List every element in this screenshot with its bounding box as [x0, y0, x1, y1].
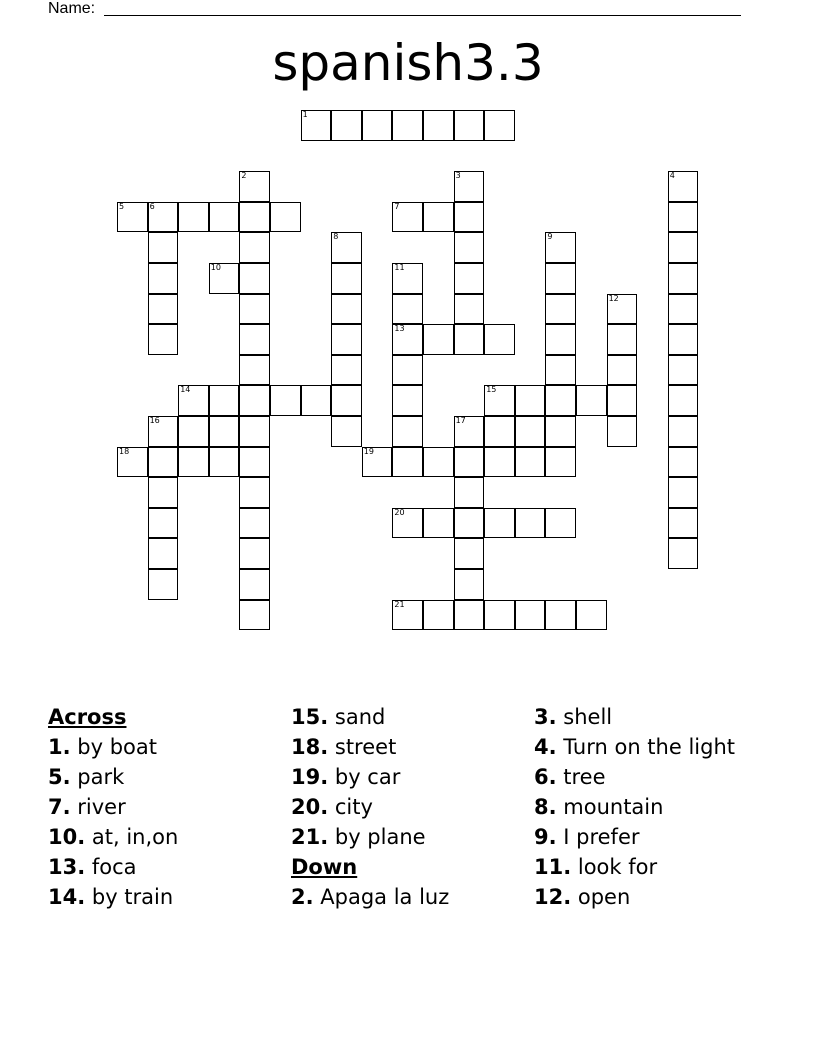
across-heading: Across — [48, 705, 127, 729]
crossword-cell[interactable] — [392, 385, 423, 416]
crossword-cell[interactable] — [209, 385, 240, 416]
down-clue — [534, 882, 735, 912]
clue-number: 14 — [180, 385, 191, 395]
crossword-cell[interactable] — [454, 447, 485, 478]
crossword-cell[interactable] — [392, 355, 423, 386]
clue-number: 2. — [291, 885, 314, 909]
down-clue — [534, 822, 735, 852]
crossword-cell[interactable] — [454, 324, 485, 355]
crossword-cell[interactable] — [148, 508, 179, 539]
crossword-cell[interactable] — [392, 294, 423, 325]
crossword-cell[interactable] — [331, 385, 362, 416]
clue-number: 21. — [291, 825, 329, 849]
crossword-cell[interactable] — [239, 447, 270, 478]
crossword-cell[interactable] — [239, 294, 270, 325]
across-clue — [291, 762, 449, 792]
crossword-cell[interactable] — [545, 600, 576, 631]
crossword-cell[interactable] — [239, 569, 270, 600]
crossword-cell[interactable] — [117, 202, 148, 233]
clue-text: by plane — [328, 825, 426, 849]
crossword-cell[interactable] — [484, 508, 515, 539]
crossword-cell[interactable] — [148, 477, 179, 508]
crossword-cell[interactable] — [454, 569, 485, 600]
clue-number: 4. — [534, 735, 557, 759]
crossword-cell[interactable] — [178, 202, 209, 233]
crossword-cell[interactable] — [668, 324, 699, 355]
crossword-cell[interactable] — [301, 385, 332, 416]
crossword-cell[interactable] — [423, 110, 454, 141]
clue-number: 1 — [302, 110, 308, 119]
clue-text: shell — [556, 705, 613, 729]
clue-number: 13 — [394, 324, 405, 334]
crossword-cell[interactable] — [209, 263, 240, 294]
crossword-cell[interactable] — [668, 508, 699, 539]
clue-number: 12. — [534, 885, 572, 909]
crossword-cell[interactable] — [239, 477, 270, 508]
crossword-cell[interactable] — [239, 385, 270, 416]
clue-number: 15. — [291, 705, 329, 729]
crossword-cell[interactable] — [239, 355, 270, 386]
crossword-cell[interactable] — [148, 416, 179, 447]
crossword-cell[interactable] — [545, 294, 576, 325]
crossword-cell[interactable] — [362, 447, 393, 478]
crossword-cell[interactable] — [331, 263, 362, 294]
clue-text: park — [70, 765, 125, 789]
crossword-cell[interactable] — [454, 294, 485, 325]
crossword-cell[interactable] — [239, 600, 270, 631]
crossword-cell[interactable] — [392, 508, 423, 539]
crossword-cell[interactable] — [148, 569, 179, 600]
crossword-cell[interactable] — [668, 416, 699, 447]
crossword-cell[interactable] — [209, 447, 240, 478]
across-clue — [48, 882, 178, 912]
crossword-cell[interactable] — [668, 263, 699, 294]
clue-text: river — [70, 795, 126, 819]
crossword-cell[interactable] — [148, 538, 179, 569]
crossword-cell[interactable] — [331, 416, 362, 447]
crossword-cell[interactable] — [668, 171, 699, 202]
clue-number: 20 — [394, 507, 405, 517]
crossword-cell[interactable] — [117, 447, 148, 478]
crossword-cell[interactable] — [392, 447, 423, 478]
crossword-cell[interactable] — [484, 416, 515, 447]
clue-text: foca — [85, 855, 137, 879]
crossword-cell[interactable] — [545, 324, 576, 355]
across-clue — [291, 792, 449, 822]
crossword-cell[interactable] — [148, 232, 179, 263]
clue-number: 6 — [149, 201, 155, 211]
crossword-cell[interactable] — [270, 385, 301, 416]
clue-number: 8. — [534, 795, 557, 819]
clue-text: Turn on the light — [556, 735, 735, 759]
crossword-cell[interactable] — [454, 110, 485, 141]
crossword-cell[interactable] — [515, 447, 546, 478]
clue-number: 14. — [48, 885, 86, 909]
clue-text: by boat — [70, 735, 157, 759]
clues-column-1 — [48, 702, 178, 912]
clue-number: 20. — [291, 795, 329, 819]
crossword-cell[interactable] — [545, 355, 576, 386]
clue-number: 15 — [486, 385, 497, 395]
crossword-cell[interactable] — [331, 232, 362, 263]
down-heading: Down — [291, 855, 358, 879]
across-clue — [291, 822, 449, 852]
across-clue — [48, 792, 178, 822]
crossword-cell[interactable] — [668, 202, 699, 233]
clue-number: 5 — [119, 201, 125, 211]
crossword-cell[interactable] — [484, 324, 515, 355]
crossword-cell[interactable] — [239, 171, 270, 202]
crossword-cell[interactable] — [331, 110, 362, 141]
crossword-cell[interactable] — [392, 202, 423, 233]
crossword-cell[interactable] — [178, 447, 209, 478]
crossword-cell[interactable] — [545, 232, 576, 263]
crossword-cell[interactable] — [148, 263, 179, 294]
clue-number: 7 — [394, 201, 400, 211]
clue-number: 9 — [547, 232, 553, 242]
puzzle-title: spanish3.3 — [272, 34, 544, 92]
crossword-cell[interactable] — [668, 385, 699, 416]
crossword-cell[interactable] — [392, 324, 423, 355]
crossword-cell[interactable] — [668, 477, 699, 508]
crossword-cell[interactable] — [331, 324, 362, 355]
clue-number: 8 — [333, 232, 339, 242]
name-label: Name: — [48, 0, 96, 17]
crossword-cell[interactable] — [545, 508, 576, 539]
across-clue — [48, 732, 178, 762]
crossword-cell[interactable] — [515, 508, 546, 539]
crossword-cell[interactable] — [239, 202, 270, 233]
clue-text: by car — [328, 765, 401, 789]
crossword-cell[interactable] — [454, 508, 485, 539]
crossword-cell[interactable] — [392, 600, 423, 631]
crossword-cell[interactable] — [423, 202, 454, 233]
crossword-cell[interactable] — [454, 232, 485, 263]
crossword-cell[interactable] — [239, 508, 270, 539]
crossword-cell[interactable] — [545, 263, 576, 294]
crossword-cell[interactable] — [392, 263, 423, 294]
crossword-cell[interactable] — [454, 477, 485, 508]
crossword-cell[interactable] — [239, 232, 270, 263]
crossword-cell[interactable] — [484, 447, 515, 478]
down-clue — [534, 762, 735, 792]
across-clue — [48, 762, 178, 792]
clue-number: 10. — [48, 825, 86, 849]
clue-number: 1. — [48, 735, 71, 759]
crossword-cell[interactable] — [301, 110, 332, 141]
crossword-cell[interactable] — [484, 600, 515, 631]
across-clue — [48, 852, 178, 882]
clue-number: 3 — [455, 171, 461, 181]
crossword-cell[interactable] — [454, 171, 485, 202]
clue-text: street — [328, 735, 397, 759]
crossword-cell[interactable] — [454, 202, 485, 233]
clue-number: 19 — [363, 446, 374, 456]
down-clue — [534, 852, 735, 882]
clue-number: 2 — [241, 171, 247, 181]
clues-column-3 — [534, 702, 735, 912]
crossword-cell[interactable] — [454, 263, 485, 294]
crossword-cell[interactable] — [668, 447, 699, 478]
crossword-cell[interactable] — [607, 385, 638, 416]
crossword-cell[interactable] — [454, 416, 485, 447]
clue-text: sand — [328, 705, 386, 729]
crossword-cell[interactable] — [239, 263, 270, 294]
crossword-cell[interactable] — [454, 538, 485, 569]
crossword-cell[interactable] — [239, 324, 270, 355]
crossword-cell[interactable] — [392, 416, 423, 447]
crossword-cell[interactable] — [668, 538, 699, 569]
crossword-cell[interactable] — [148, 202, 179, 233]
crossword-cell[interactable] — [454, 600, 485, 631]
crossword-cell[interactable] — [331, 294, 362, 325]
crossword-cell[interactable] — [148, 447, 179, 478]
crossword-cell[interactable] — [607, 324, 638, 355]
crossword-cell[interactable] — [545, 385, 576, 416]
clue-text: tree — [556, 765, 606, 789]
clue-number: 7. — [48, 795, 71, 819]
clue-text: Apaga la luz — [313, 885, 450, 909]
crossword-cell[interactable] — [178, 416, 209, 447]
clue-number: 9. — [534, 825, 557, 849]
crossword-cell[interactable] — [484, 110, 515, 141]
crossword-cell[interactable] — [423, 324, 454, 355]
clue-number: 21 — [394, 599, 405, 609]
crossword-cell[interactable] — [545, 416, 576, 447]
crossword-cell[interactable] — [239, 538, 270, 569]
clue-number: 5. — [48, 765, 71, 789]
crossword-cell[interactable] — [423, 447, 454, 478]
crossword-cell[interactable] — [668, 232, 699, 263]
crossword-cell[interactable] — [668, 294, 699, 325]
crossword-cell[interactable] — [148, 294, 179, 325]
clue-number: 11 — [394, 263, 405, 272]
clue-text: by train — [85, 885, 174, 909]
crossword-cell[interactable] — [668, 355, 699, 386]
crossword-cell[interactable] — [545, 447, 576, 478]
crossword-cell[interactable] — [423, 600, 454, 631]
crossword-cell[interactable] — [515, 600, 546, 631]
across-clue — [291, 732, 449, 762]
crossword-cell[interactable] — [607, 416, 638, 447]
crossword-cell[interactable] — [148, 324, 179, 355]
crossword-cell[interactable] — [392, 110, 423, 141]
crossword-cell[interactable] — [576, 385, 607, 416]
clue-number: 18. — [291, 735, 329, 759]
crossword-cell[interactable] — [607, 355, 638, 386]
crossword-cell[interactable] — [484, 385, 515, 416]
clue-text: open — [571, 885, 631, 909]
clue-number: 17 — [455, 416, 466, 425]
clue-text: city — [328, 795, 373, 819]
crossword-cell[interactable] — [178, 385, 209, 416]
crossword-cell[interactable] — [607, 294, 638, 325]
clue-number: 6. — [534, 765, 557, 789]
clue-number: 12 — [608, 293, 619, 303]
crossword-cell[interactable] — [515, 385, 546, 416]
down-clue — [291, 882, 449, 912]
crossword-cell[interactable] — [239, 416, 270, 447]
clue-number: 19. — [291, 765, 329, 789]
across-clue — [291, 702, 449, 732]
crossword-cell[interactable] — [209, 202, 240, 233]
clue-number: 4 — [669, 171, 675, 181]
crossword-cell[interactable] — [423, 508, 454, 539]
clue-number: 16 — [149, 416, 160, 425]
clue-number: 13. — [48, 855, 86, 879]
clue-text: mountain — [556, 795, 664, 819]
down-clue — [534, 702, 735, 732]
clue-number: 11. — [534, 855, 572, 879]
clue-text: at, in,on — [85, 825, 179, 849]
crossword-cell[interactable] — [362, 110, 393, 141]
clues-column-2 — [291, 702, 449, 912]
clue-number: 10 — [210, 263, 221, 272]
down-clue — [534, 792, 735, 822]
clue-number: 18 — [119, 446, 130, 456]
crossword-cell[interactable] — [515, 416, 546, 447]
clue-text: I prefer — [556, 825, 640, 849]
clue-text: look for — [571, 855, 658, 879]
crossword-cell[interactable] — [576, 600, 607, 631]
crossword-cell[interactable] — [331, 355, 362, 386]
clue-number: 3. — [534, 705, 557, 729]
crossword-cell[interactable] — [270, 202, 301, 233]
across-clue — [48, 822, 178, 852]
down-clue — [534, 732, 735, 762]
crossword-cell[interactable] — [209, 416, 240, 447]
